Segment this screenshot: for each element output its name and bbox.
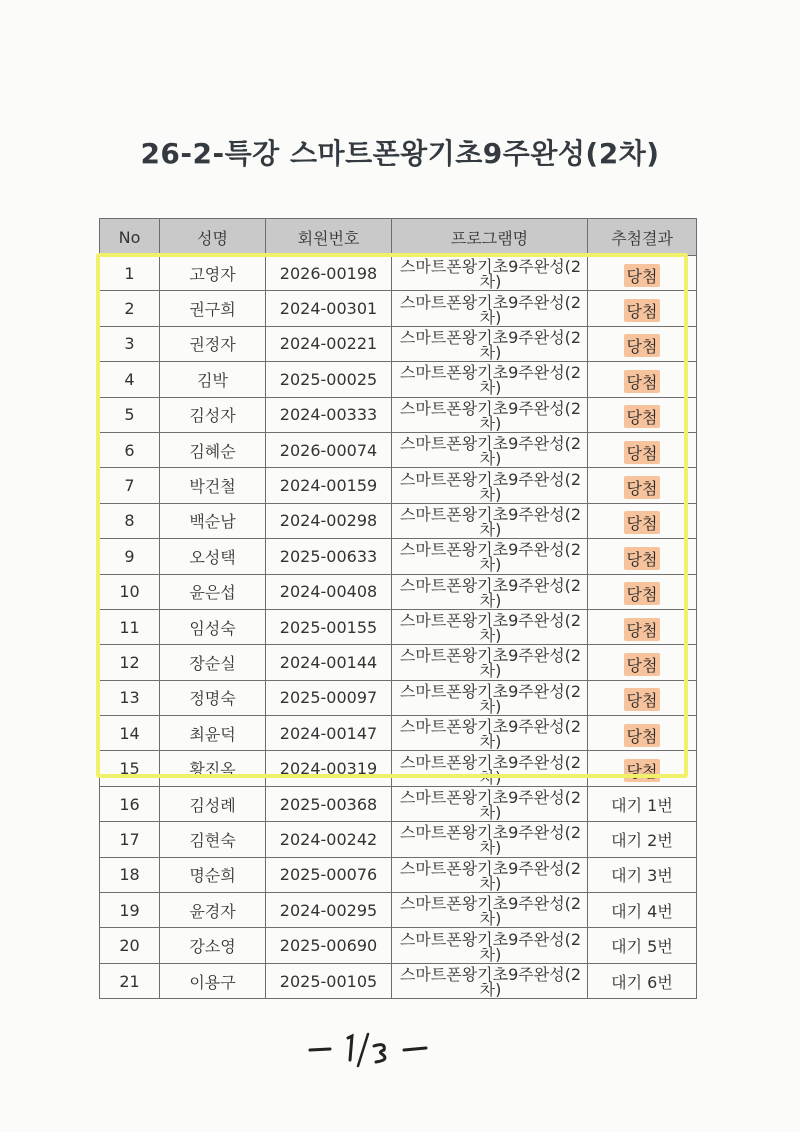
row-program-text: 스마트폰왕기초9주완성(2차) — [399, 363, 582, 396]
result-waitlist-text: 대기 2번 — [611, 830, 673, 850]
row-program-text: 스마트폰왕기초9주완성(2차) — [399, 540, 582, 573]
row-no: 16 — [100, 786, 160, 821]
table-row — [100, 432, 697, 467]
lottery-result-table — [99, 218, 697, 999]
row-name: 김혜순 — [160, 432, 266, 467]
row-member-id: 2025-00025 — [266, 362, 392, 397]
row-program-text: 스마트폰왕기초9주완성(2차) — [399, 717, 582, 750]
header-member-id: 회원번호 — [266, 219, 392, 256]
table-row — [100, 468, 697, 503]
table-row — [100, 786, 697, 821]
result-waitlist-text: 대기 6번 — [611, 972, 673, 992]
row-member-id: 2025-00155 — [266, 609, 392, 644]
row-result — [588, 786, 697, 821]
row-program-text: 스마트폰왕기초9주완성(2차) — [399, 434, 582, 467]
row-result — [588, 362, 697, 397]
row-program-text: 스마트폰왕기초9주완성(2차) — [399, 965, 582, 997]
row-no: 20 — [100, 928, 160, 963]
row-program-text: 스마트폰왕기초9주완성(2차) — [399, 823, 582, 856]
row-program — [392, 539, 588, 574]
row-program — [392, 256, 588, 291]
row-program — [392, 716, 588, 751]
row-no: 18 — [100, 857, 160, 892]
table-row — [100, 680, 697, 715]
row-result — [588, 468, 697, 503]
result-win-badge: 당첨 — [624, 618, 661, 641]
row-name: 박건철 — [160, 468, 266, 503]
table-row — [100, 716, 697, 751]
row-program — [392, 609, 588, 644]
row-member-id: 2024-00144 — [266, 645, 392, 680]
result-waitlist-text: 대기 4번 — [611, 901, 673, 921]
row-member-id: 2025-00097 — [266, 680, 392, 715]
row-member-id: 2024-00298 — [266, 503, 392, 538]
table-row — [100, 609, 697, 644]
table-row — [100, 539, 697, 574]
row-no: 15 — [100, 751, 160, 786]
row-no: 19 — [100, 893, 160, 928]
row-member-id: 2024-00295 — [266, 893, 392, 928]
result-win-badge: 당첨 — [624, 334, 661, 357]
result-win-badge: 당첨 — [624, 653, 661, 676]
row-program-text: 스마트폰왕기초9주완성(2차) — [399, 611, 582, 644]
result-win-badge: 당첨 — [624, 759, 661, 782]
row-member-id: 2024-00221 — [266, 326, 392, 361]
table-row — [100, 857, 697, 892]
row-name: 김박 — [160, 362, 266, 397]
row-result — [588, 291, 697, 326]
table-row — [100, 963, 697, 998]
row-program-text: 스마트폰왕기초9주완성(2차) — [399, 327, 582, 360]
row-no: 9 — [100, 539, 160, 574]
row-no: 2 — [100, 291, 160, 326]
result-win-badge: 당첨 — [624, 476, 661, 499]
row-name: 고영자 — [160, 256, 266, 291]
row-no: 10 — [100, 574, 160, 609]
page-number-glyphs — [300, 1030, 500, 1070]
result-win-badge: 당첨 — [624, 441, 661, 464]
handwritten-page-number — [300, 1030, 500, 1070]
row-program — [392, 928, 588, 963]
row-result — [588, 893, 697, 928]
row-no: 13 — [100, 680, 160, 715]
row-program-text: 스마트폰왕기초9주완성(2차) — [399, 646, 582, 679]
result-win-badge: 당첨 — [624, 688, 661, 711]
row-member-id: 2025-00105 — [266, 963, 392, 998]
header-name: 성명 — [160, 219, 266, 256]
row-name: 장순실 — [160, 645, 266, 680]
result-waitlist-text: 대기 3번 — [611, 866, 673, 886]
table-body — [100, 256, 697, 999]
table-header-row — [100, 219, 697, 256]
row-program-text: 스마트폰왕기초9주완성(2차) — [399, 681, 582, 714]
row-member-id: 2025-00690 — [266, 928, 392, 963]
row-result — [588, 397, 697, 432]
row-member-id: 2025-00368 — [266, 786, 392, 821]
row-member-id: 2025-00633 — [266, 539, 392, 574]
result-win-badge: 당첨 — [624, 547, 661, 570]
table-row — [100, 822, 697, 857]
row-name: 윤경자 — [160, 893, 266, 928]
row-program — [392, 645, 588, 680]
row-result — [588, 609, 697, 644]
row-name: 김현숙 — [160, 822, 266, 857]
table-row — [100, 397, 697, 432]
row-program — [392, 822, 588, 857]
result-win-badge: 당첨 — [624, 299, 661, 322]
row-program — [392, 786, 588, 821]
row-result — [588, 574, 697, 609]
row-name: 강소영 — [160, 928, 266, 963]
row-result — [588, 503, 697, 538]
result-win-badge: 당첨 — [624, 511, 661, 534]
row-result — [588, 928, 697, 963]
row-result — [588, 432, 697, 467]
row-program — [392, 432, 588, 467]
row-program — [392, 963, 588, 998]
row-program — [392, 362, 588, 397]
row-program-text: 스마트폰왕기초9주완성(2차) — [399, 292, 582, 325]
result-win-badge: 당첨 — [624, 724, 661, 747]
row-no: 5 — [100, 397, 160, 432]
row-program-text: 스마트폰왕기초9주완성(2차) — [399, 398, 582, 431]
result-waitlist-text: 대기 5번 — [611, 937, 673, 957]
row-result — [588, 326, 697, 361]
row-result — [588, 256, 697, 291]
row-result — [588, 963, 697, 998]
row-no: 14 — [100, 716, 160, 751]
row-result — [588, 857, 697, 892]
row-no: 7 — [100, 468, 160, 503]
row-name: 임성숙 — [160, 609, 266, 644]
table-row — [100, 326, 697, 361]
row-program-text: 스마트폰왕기초9주완성(2차) — [399, 257, 582, 290]
row-program — [392, 751, 588, 786]
row-name: 명순희 — [160, 857, 266, 892]
row-no: 8 — [100, 503, 160, 538]
row-program-text: 스마트폰왕기초9주완성(2차) — [399, 858, 582, 891]
row-member-id: 2024-00159 — [266, 468, 392, 503]
page-title: 26-2-특강 스마트폰왕기초9주완성(2차) — [140, 137, 660, 170]
row-name: 오성택 — [160, 539, 266, 574]
row-result — [588, 822, 697, 857]
row-result — [588, 645, 697, 680]
row-name: 권구희 — [160, 291, 266, 326]
row-program-text: 스마트폰왕기초9주완성(2차) — [399, 469, 582, 502]
row-name: 황진옥 — [160, 751, 266, 786]
table-row — [100, 503, 697, 538]
row-result — [588, 539, 697, 574]
row-name: 김성자 — [160, 397, 266, 432]
row-result — [588, 751, 697, 786]
result-win-badge: 당첨 — [624, 405, 661, 428]
row-program-text: 스마트폰왕기초9주완성(2차) — [399, 575, 582, 608]
result-waitlist-text: 대기 1번 — [611, 795, 673, 815]
table-row — [100, 574, 697, 609]
row-program-text: 스마트폰왕기초9주완성(2차) — [399, 504, 582, 537]
row-program — [392, 680, 588, 715]
result-win-badge: 당첨 — [624, 264, 661, 287]
table-row — [100, 928, 697, 963]
result-win-badge: 당첨 — [624, 370, 661, 393]
row-no: 21 — [100, 963, 160, 998]
row-name: 김성례 — [160, 786, 266, 821]
row-member-id: 2024-00242 — [266, 822, 392, 857]
table-row — [100, 751, 697, 786]
row-program — [392, 291, 588, 326]
row-name: 권정자 — [160, 326, 266, 361]
row-member-id: 2024-00147 — [266, 716, 392, 751]
row-no: 3 — [100, 326, 160, 361]
row-program-text: 스마트폰왕기초9주완성(2차) — [399, 788, 582, 821]
row-no: 4 — [100, 362, 160, 397]
row-no: 12 — [100, 645, 160, 680]
row-result — [588, 680, 697, 715]
row-no: 6 — [100, 432, 160, 467]
row-member-id: 2026-00198 — [266, 256, 392, 291]
table-row — [100, 645, 697, 680]
row-name: 최윤덕 — [160, 716, 266, 751]
row-result — [588, 716, 697, 751]
header-no: No — [100, 219, 160, 256]
row-name: 이용구 — [160, 963, 266, 998]
row-program-text: 스마트폰왕기초9주완성(2차) — [399, 894, 582, 927]
row-member-id: 2024-00333 — [266, 397, 392, 432]
header-program: 프로그램명 — [392, 219, 588, 256]
header-result: 추첨결과 — [588, 219, 697, 256]
row-program-text: 스마트폰왕기초9주완성(2차) — [399, 752, 582, 785]
row-program — [392, 893, 588, 928]
row-program — [392, 503, 588, 538]
table-row — [100, 893, 697, 928]
table-row — [100, 256, 697, 291]
row-name: 정명숙 — [160, 680, 266, 715]
table-row — [100, 362, 697, 397]
row-name: 윤은섭 — [160, 574, 266, 609]
row-member-id: 2026-00074 — [266, 432, 392, 467]
row-program — [392, 397, 588, 432]
row-name: 백순남 — [160, 503, 266, 538]
row-member-id: 2025-00076 — [266, 857, 392, 892]
row-member-id: 2024-00301 — [266, 291, 392, 326]
row-no: 1 — [100, 256, 160, 291]
row-member-id: 2024-00319 — [266, 751, 392, 786]
row-member-id: 2024-00408 — [266, 574, 392, 609]
result-win-badge: 당첨 — [624, 582, 661, 605]
table-row — [100, 291, 697, 326]
row-no: 17 — [100, 822, 160, 857]
row-program-text: 스마트폰왕기초9주완성(2차) — [399, 929, 582, 962]
row-program — [392, 326, 588, 361]
row-program — [392, 857, 588, 892]
row-program — [392, 574, 588, 609]
row-no: 11 — [100, 609, 160, 644]
row-program — [392, 468, 588, 503]
